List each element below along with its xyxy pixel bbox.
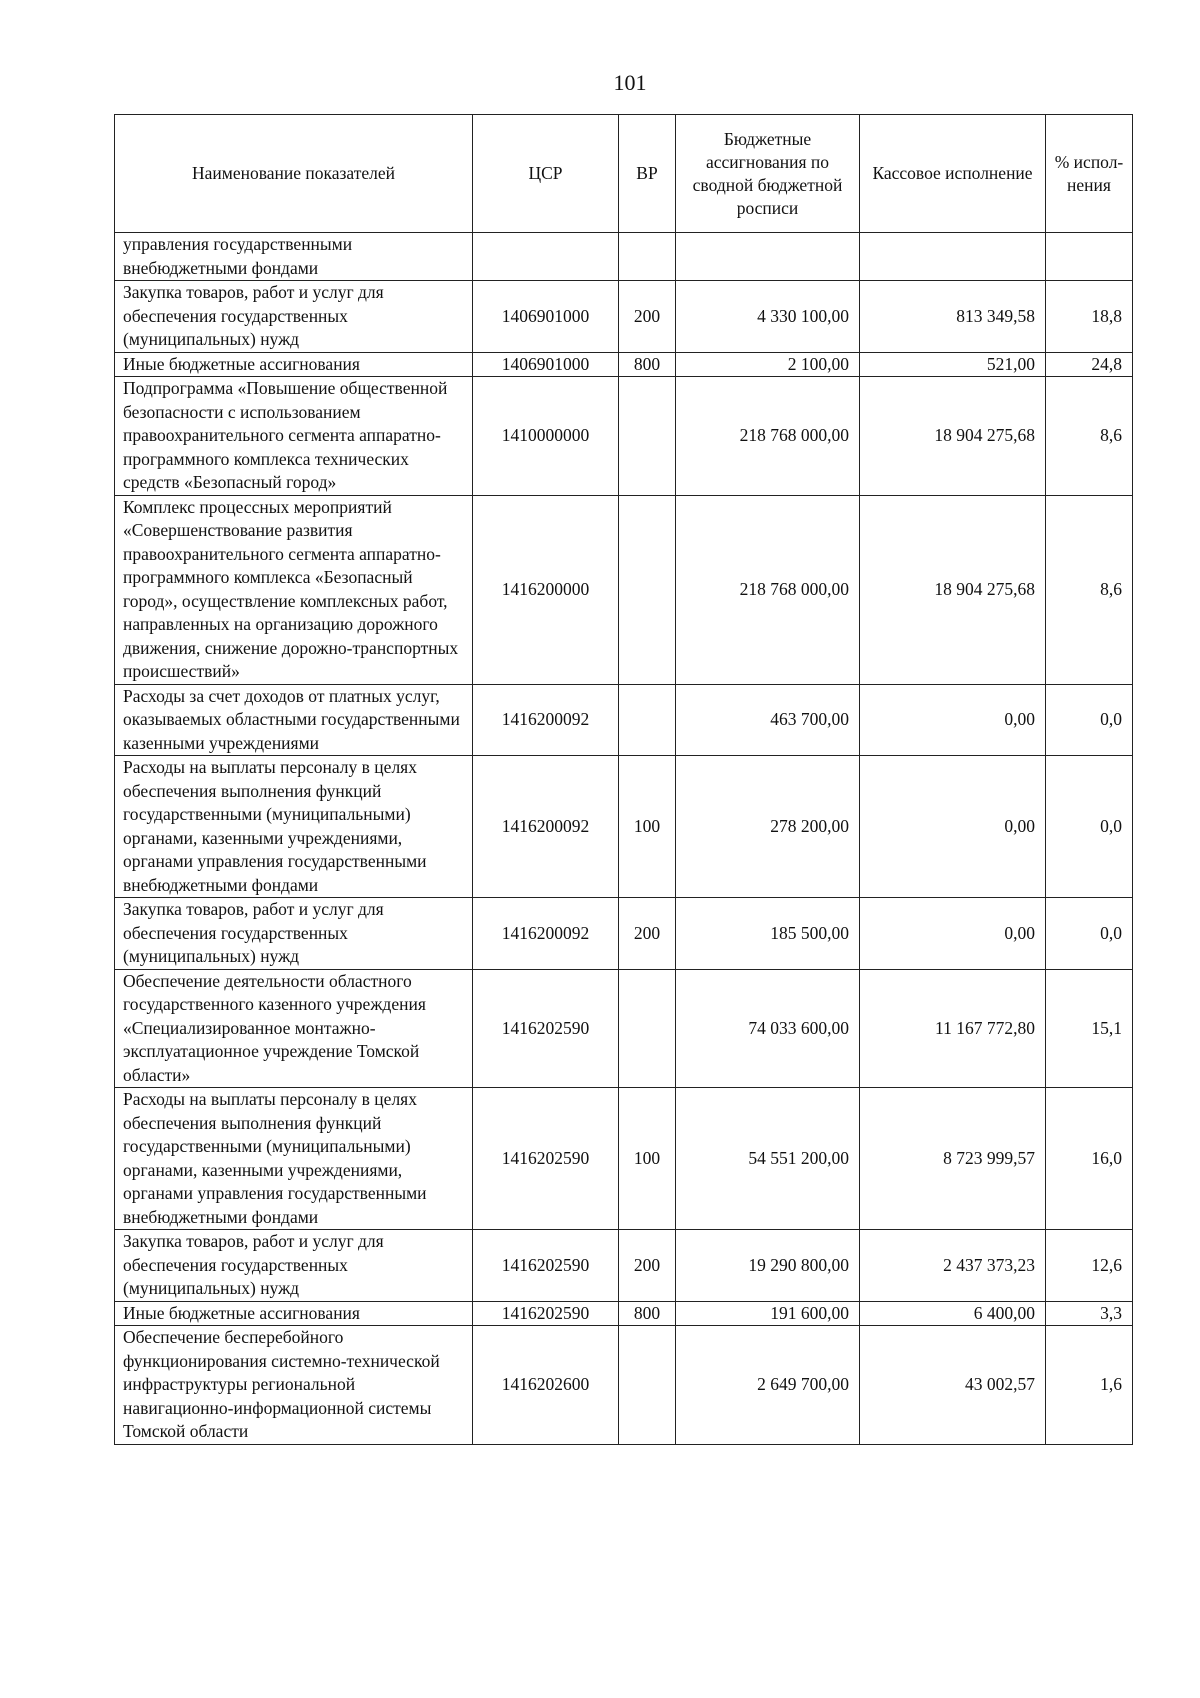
row-actual: 43 002,57 <box>860 1326 1046 1445</box>
row-name: Комплекс процессных мероприятий «Совершенствование развития правоохранительного сегмента аппаратно-программного комплекса «Безопасный город», осуществление комплексных работ, направленных на организацию дорожного движения, снижение дорожно-транспортных происшествий» <box>115 495 473 684</box>
row-name: Обеспечение деятельности областного государственного казенного учреждения «Специализированное монтажно-эксплуатационное учреждение Томской области» <box>115 969 473 1088</box>
row-budget: 4 330 100,00 <box>676 281 860 353</box>
row-csr: 1416202590 <box>473 1088 619 1230</box>
row-percent: 18,8 <box>1046 281 1133 353</box>
row-vr: 200 <box>619 281 676 353</box>
row-vr: 100 <box>619 756 676 898</box>
row-csr: 1416200092 <box>473 756 619 898</box>
table-header-row <box>115 115 1133 233</box>
row-csr: 1416200092 <box>473 684 619 756</box>
row-percent: 15,1 <box>1046 969 1133 1088</box>
table-row <box>115 281 1133 353</box>
row-name: Расходы на выплаты персоналу в целях обеспечения выполнения функций государственными (муниципальными) органами, казенными учреждениями, органами управления государственными внебюджетными фондами <box>115 1088 473 1230</box>
row-name: управления государственными внебюджетными фондами <box>115 233 473 281</box>
header-csr: ЦСР <box>473 115 619 233</box>
table-row <box>115 898 1133 970</box>
table-row <box>115 233 1133 281</box>
row-budget: 19 290 800,00 <box>676 1230 860 1302</box>
row-actual: 11 167 772,80 <box>860 969 1046 1088</box>
row-percent: 0,0 <box>1046 898 1133 970</box>
row-name: Расходы на выплаты персоналу в целях обеспечения выполнения функций государственными (муниципальными) органами, казенными учреждениями, органами управления государственными внебюджетными фондами <box>115 756 473 898</box>
row-percent: 24,8 <box>1046 352 1133 377</box>
header-actual: Кассовое исполнение <box>860 115 1046 233</box>
row-name: Подпрограмма «Повышение общественной безопасности с использованием правоохранительного сегмента аппаратно-программного комплекса технических средств «Безопасный город» <box>115 377 473 496</box>
header-name: Наименование показателей <box>115 115 473 233</box>
row-csr: 1416202590 <box>473 1230 619 1302</box>
row-budget: 218 768 000,00 <box>676 377 860 496</box>
row-vr: 800 <box>619 352 676 377</box>
row-csr: 1406901000 <box>473 281 619 353</box>
header-vr: ВР <box>619 115 676 233</box>
row-vr <box>619 233 676 281</box>
row-budget: 185 500,00 <box>676 898 860 970</box>
table-row <box>115 684 1133 756</box>
row-actual: 6 400,00 <box>860 1301 1046 1326</box>
row-name: Иные бюджетные ассигнования <box>115 1301 473 1326</box>
table-row <box>115 756 1133 898</box>
table-row <box>115 1230 1133 1302</box>
row-name: Закупка товаров, работ и услуг для обеспечения государственных (муниципальных) нужд <box>115 1230 473 1302</box>
row-actual: 0,00 <box>860 684 1046 756</box>
row-budget: 218 768 000,00 <box>676 495 860 684</box>
row-actual: 2 437 373,23 <box>860 1230 1046 1302</box>
table-row <box>115 352 1133 377</box>
row-budget: 191 600,00 <box>676 1301 860 1326</box>
row-budget: 2 649 700,00 <box>676 1326 860 1445</box>
row-csr: 1416200000 <box>473 495 619 684</box>
row-name: Обеспечение бесперебойного функционирования системно-технической инфраструктуры региональной навигационно-информационной системы Томской области <box>115 1326 473 1445</box>
row-actual: 0,00 <box>860 756 1046 898</box>
row-budget: 54 551 200,00 <box>676 1088 860 1230</box>
row-name: Закупка товаров, работ и услуг для обеспечения государственных (муниципальных) нужд <box>115 281 473 353</box>
row-actual: 0,00 <box>860 898 1046 970</box>
row-vr: 800 <box>619 1301 676 1326</box>
row-budget <box>676 233 860 281</box>
row-csr: 1416202590 <box>473 1301 619 1326</box>
row-actual <box>860 233 1046 281</box>
row-budget: 74 033 600,00 <box>676 969 860 1088</box>
header-budget: Бюджетные ассигнования по сводной бюджетной росписи <box>676 115 860 233</box>
row-budget: 278 200,00 <box>676 756 860 898</box>
row-actual: 521,00 <box>860 352 1046 377</box>
row-percent: 8,6 <box>1046 495 1133 684</box>
row-name: Расходы за счет доходов от платных услуг, оказываемых областными государственными казенными учреждениями <box>115 684 473 756</box>
row-csr: 1416200092 <box>473 898 619 970</box>
header-percent: % испол-нения <box>1046 115 1133 233</box>
row-vr <box>619 495 676 684</box>
row-vr <box>619 969 676 1088</box>
table-row <box>115 1301 1133 1326</box>
row-csr: 1410000000 <box>473 377 619 496</box>
row-csr: 1416202590 <box>473 969 619 1088</box>
table-row <box>115 1088 1133 1230</box>
row-vr <box>619 684 676 756</box>
row-percent: 16,0 <box>1046 1088 1133 1230</box>
row-percent: 3,3 <box>1046 1301 1133 1326</box>
page-number: 101 <box>613 70 647 95</box>
row-actual: 18 904 275,68 <box>860 495 1046 684</box>
row-csr <box>473 233 619 281</box>
row-actual: 18 904 275,68 <box>860 377 1046 496</box>
row-csr: 1416202600 <box>473 1326 619 1445</box>
row-name: Иные бюджетные ассигнования <box>115 352 473 377</box>
row-budget: 463 700,00 <box>676 684 860 756</box>
row-percent: 0,0 <box>1046 756 1133 898</box>
row-percent: 12,6 <box>1046 1230 1133 1302</box>
row-percent: 8,6 <box>1046 377 1133 496</box>
row-actual: 8 723 999,57 <box>860 1088 1046 1230</box>
row-percent: 1,6 <box>1046 1326 1133 1445</box>
row-name: Закупка товаров, работ и услуг для обеспечения государственных (муниципальных) нужд <box>115 898 473 970</box>
table-row <box>115 377 1133 496</box>
row-percent <box>1046 233 1133 281</box>
row-vr <box>619 1326 676 1445</box>
row-budget: 2 100,00 <box>676 352 860 377</box>
row-actual: 813 349,58 <box>860 281 1046 353</box>
table-row <box>115 495 1133 684</box>
row-csr: 1406901000 <box>473 352 619 377</box>
budget-table <box>114 114 1133 1445</box>
table-row <box>115 1326 1133 1445</box>
row-vr: 200 <box>619 898 676 970</box>
table-row <box>115 969 1133 1088</box>
row-percent: 0,0 <box>1046 684 1133 756</box>
row-vr: 200 <box>619 1230 676 1302</box>
row-vr: 100 <box>619 1088 676 1230</box>
row-vr <box>619 377 676 496</box>
